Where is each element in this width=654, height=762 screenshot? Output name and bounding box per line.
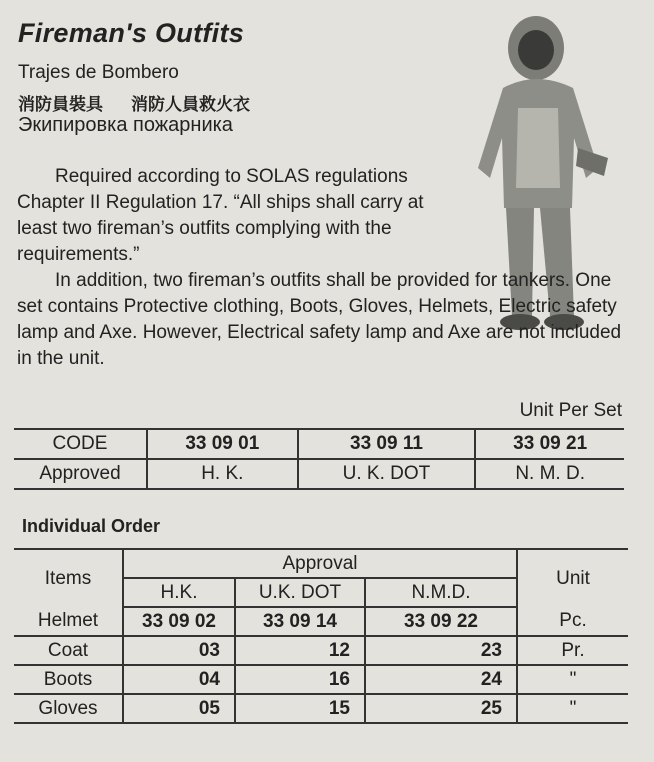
item-nmd-code: 25 bbox=[365, 694, 517, 723]
individual-order-table bbox=[14, 548, 628, 724]
item-nmd-code: 24 bbox=[365, 665, 517, 694]
set-code-table bbox=[14, 428, 624, 490]
item-unit: Pr. bbox=[517, 636, 628, 665]
code-nmd: 33 09 21 bbox=[475, 429, 624, 459]
code-hk: 33 09 01 bbox=[147, 429, 298, 459]
approval-hk-header: H.K. bbox=[123, 578, 235, 607]
subtitle-chinese bbox=[18, 90, 250, 115]
description-text-2: In addition, two fireman’s outfits shall be provided for tankers. One set contains Protective clothing, Boots, Gloves, Helmets, Electric safety lamp and Axe. However, Electrical safety lamp and Axe are not included in the unit. bbox=[17, 270, 622, 369]
code-row bbox=[14, 429, 624, 459]
approval-header: Approval bbox=[123, 549, 517, 578]
approved-row bbox=[14, 459, 624, 489]
item-unit: " bbox=[517, 694, 628, 723]
subtitle-chinese-2: 消防人員救火衣 bbox=[131, 95, 250, 114]
table-row bbox=[14, 636, 628, 665]
table-row bbox=[14, 607, 628, 636]
item-uk-code: 16 bbox=[235, 665, 365, 694]
description-text-1: Required according to SOLAS regulations Chapter II Regulation 17. “All ships shall carry at least two fireman’s outfits complying with the requirements.” bbox=[17, 166, 424, 265]
subtitle-spanish: Trajes de Bombero bbox=[18, 62, 179, 83]
subtitle-russian: Экипировка пожарника bbox=[18, 114, 233, 136]
description-paragraph-2 bbox=[17, 268, 623, 372]
order-header-row bbox=[14, 549, 628, 578]
approval-nmd-header: N.M.D. bbox=[365, 578, 517, 607]
item-nmd-code: 33 09 22 bbox=[365, 607, 517, 636]
item-unit: Pc. bbox=[517, 607, 628, 636]
approved-label: Approved bbox=[14, 459, 147, 489]
subtitle-chinese-1: 消防員裝具 bbox=[18, 95, 103, 114]
item-name: Gloves bbox=[14, 694, 123, 723]
table-row bbox=[14, 665, 628, 694]
code-uk: 33 09 11 bbox=[298, 429, 476, 459]
item-hk-code: 04 bbox=[123, 665, 235, 694]
approved-nmd: N. M. D. bbox=[475, 459, 624, 489]
unit-per-set-label: Unit Per Set bbox=[519, 400, 622, 421]
item-name: Boots bbox=[14, 665, 123, 694]
approval-uk-header: U.K. DOT bbox=[235, 578, 365, 607]
unit-header: Unit bbox=[517, 549, 628, 607]
item-nmd-code: 23 bbox=[365, 636, 517, 665]
individual-order-heading: Individual Order bbox=[22, 516, 161, 536]
table-row bbox=[14, 694, 628, 723]
approved-uk: U. K. DOT bbox=[298, 459, 476, 489]
item-name: Coat bbox=[14, 636, 123, 665]
item-hk-code: 05 bbox=[123, 694, 235, 723]
items-header: Items bbox=[14, 549, 123, 607]
item-uk-code: 12 bbox=[235, 636, 365, 665]
code-label: CODE bbox=[14, 429, 147, 459]
description-paragraph-1 bbox=[17, 164, 465, 268]
approved-hk: H. K. bbox=[147, 459, 298, 489]
item-unit: " bbox=[517, 665, 628, 694]
item-uk-code: 33 09 14 bbox=[235, 607, 365, 636]
item-uk-code: 15 bbox=[235, 694, 365, 723]
item-hk-code: 33 09 02 bbox=[123, 607, 235, 636]
page-title: Fireman's Outfits bbox=[18, 18, 245, 48]
item-name: Helmet bbox=[14, 607, 123, 636]
item-hk-code: 03 bbox=[123, 636, 235, 665]
